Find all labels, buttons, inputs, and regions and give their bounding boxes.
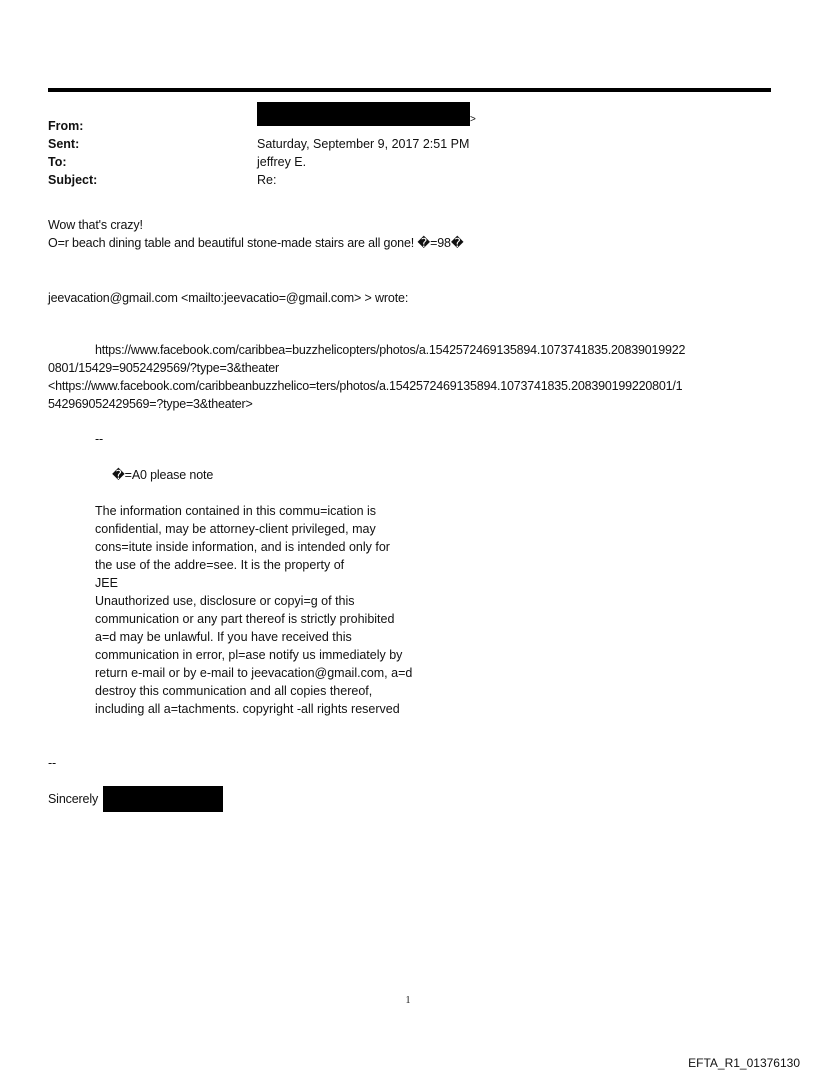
redaction-box — [103, 786, 223, 812]
closing-dash: -- — [48, 756, 57, 770]
redaction-box — [257, 102, 470, 126]
subject-value: Re: — [257, 173, 277, 187]
url-line[interactable]: <https://www.facebook.com/caribbeanbuzzhelico=ters/photos/a.1542572469135894.1073741835.208390199220801/1 — [48, 379, 683, 393]
disclaimer — [95, 502, 412, 718]
disclaimer-line: confidential, may be attorney-client privileged, may — [95, 522, 376, 536]
from-label: From: — [48, 119, 84, 133]
disclaimer-line: a=d may be unlawful. If you have received this — [95, 630, 352, 644]
disclaimer-line: communication in error, pl=ase notify us immediately by — [95, 648, 403, 662]
disclaimer-line: communication or any part thereof is strictly prohibited — [95, 612, 395, 626]
url-line[interactable]: 542969052429569=?type=3&theater> — [48, 397, 253, 411]
from-value: > — [257, 102, 476, 129]
url-block — [48, 341, 685, 413]
bates-number: EFTA_R1_01376130 — [688, 1056, 800, 1070]
subject-label: Subject: — [48, 173, 98, 187]
to-label: To: — [48, 155, 67, 169]
disclaimer-line: the use of the addre=see. It is the property of — [95, 558, 345, 572]
body-line-2: O=r beach dining table and beautiful stone-made stairs are all gone! �=98� — [48, 236, 464, 250]
url-line[interactable]: https://www.facebook.com/caribbea=buzzhelicopters/photos/a.1542572469135894.1073741835.20839019922 — [95, 343, 686, 357]
disclaimer-line: JEE — [95, 576, 118, 590]
disclaimer-line: cons=itute inside information, and is intended only for — [95, 540, 390, 554]
body-line-1: Wow that's crazy! — [48, 218, 143, 232]
sent-value: Saturday, September 9, 2017 2:51 PM — [257, 137, 470, 151]
disclaimer-line: destroy this communication and all copies thereof, — [95, 684, 373, 698]
sincerely-text: Sincerely — [48, 792, 99, 806]
header-rule — [48, 88, 771, 92]
page-number: 1 — [405, 995, 411, 1006]
sent-label: Sent: — [48, 137, 80, 151]
disclaimer-line: return e-mail or by e-mail to jeevacation@gmail.com, a=d — [95, 666, 413, 680]
to-value: jeffrey E. — [257, 155, 307, 169]
sincerely-line — [48, 790, 223, 812]
disclaimer-line: including all a=tachments. copyright -all rights reserved — [95, 702, 400, 716]
disclaimer-line: Unauthorized use, disclosure or copyi=g of this — [95, 594, 355, 608]
please-note: �=A0 please note — [112, 468, 214, 482]
signature-dash: -- — [95, 432, 104, 446]
url-line[interactable]: 0801/15429=9052429569/?type=3&theater — [48, 361, 280, 375]
quote-intro: jeevacation@gmail.com <mailto:jeevacatio=@gmail.com> > wrote: — [48, 291, 409, 305]
disclaimer-line: The information contained in this commu=ication is — [95, 504, 377, 518]
